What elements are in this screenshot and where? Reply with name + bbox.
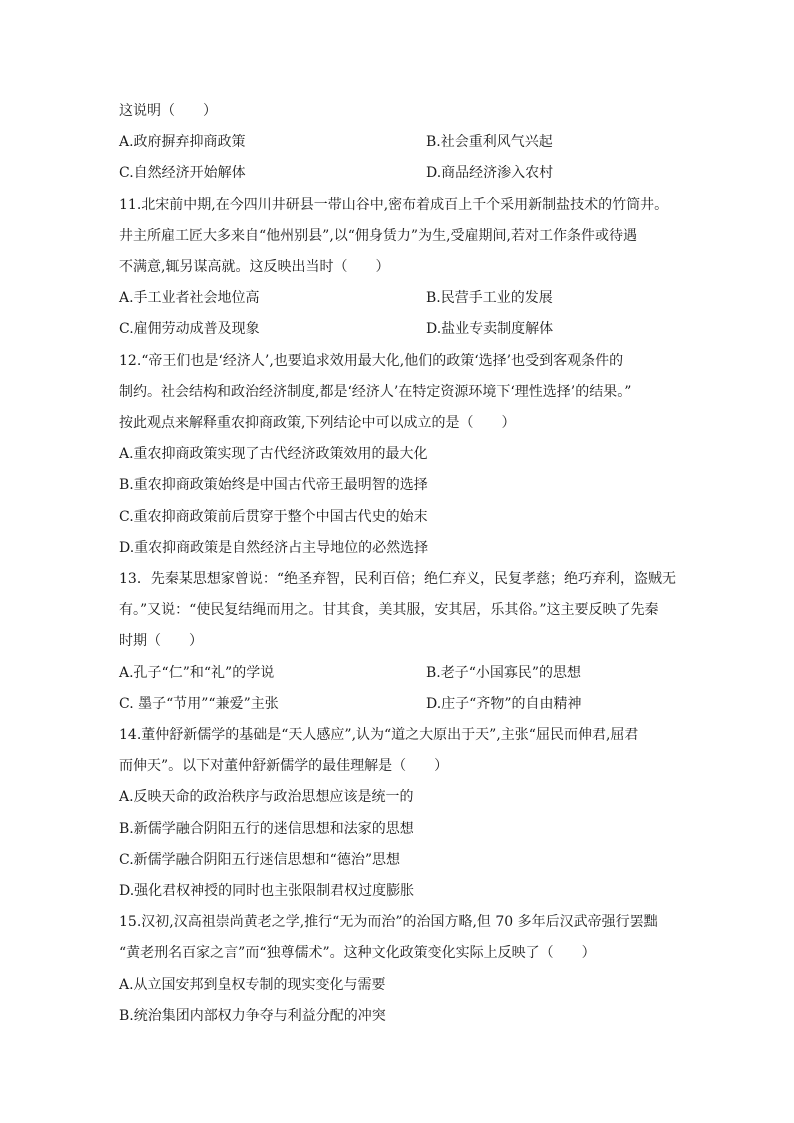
- q13-stem-line-2: 有。”又说：“使民复结绳而用之。甘其食，美其服，安其居，乐其俗。”这主要反映了先秦: [119, 602, 659, 618]
- q12-option-d: D.重农抑商政策是自然经济占主导地位的必然选择: [119, 540, 429, 556]
- q12-option-c: C.重农抑商政策前后贯穿于整个中国古代史的始末: [119, 509, 428, 525]
- q15-option-b: B.统治集团内部权力争夺与利益分配的冲突: [119, 1008, 386, 1024]
- q12-stem-line-2: 制约。社会结构和政治经济制度,都是‘经济人’在特定资源环境下‘理性选择’的结果。”: [119, 384, 632, 400]
- q10-options-row-1: [119, 132, 679, 152]
- q11-options-row-1: [119, 288, 679, 308]
- q15-option-a: A.从立国安邦到皇权专制的现实变化与需要: [119, 977, 386, 993]
- q13-option-c: C. 墨子“节用”“兼爱”主张: [119, 696, 279, 712]
- q11-option-d: D.盐业专卖制度解体: [426, 321, 554, 337]
- q14-stem-line-2: 而伸天”。以下对董仲舒新儒学的最佳理解是（ ）: [119, 758, 449, 774]
- q14-option-a: A.反映天命的政治秩序与政治思想应该是统一的: [119, 789, 414, 805]
- q11-stem-line-2: 井主所雇工匠大多来自“他州别县”,以“佣身赁力”为生,受雇期间,若对工作条件或待遇: [119, 228, 637, 244]
- q13-option-d: D.庄子“齐物”的自由精神: [426, 696, 582, 712]
- q10-option-c: C.自然经济开始解体: [119, 165, 246, 181]
- q13-option-b: B.老子“小国寡民”的思想: [426, 665, 582, 681]
- q11-option-b: B.民营手工业的发展: [426, 290, 553, 306]
- q12-stem-line-3: 按此观点来解释重农抑商政策,下列结论中可以成立的是（ ）: [119, 415, 516, 431]
- q10-option-a: A.政府摒弃抑商政策: [119, 134, 246, 150]
- q14-stem-line-1: 14.董仲舒新儒学的基础是“天人感应”,认为“道之大原出于天”,主张“屈民而伸君,屈君: [119, 727, 639, 743]
- q13-option-a: A.孔子“仁”和“礼”的学说: [119, 665, 275, 681]
- q14-option-d: D.强化君权神授的同时也主张限制君权过度膨胀: [119, 883, 415, 899]
- q12-stem-line-1: 12.“帝王们也是‘经济人’,也要追求效用最大化,他们的政策‘选择’也受到客观条件的: [119, 353, 624, 369]
- q12-option-b: B.重农抑商政策始终是中国古代帝王最明智的选择: [119, 477, 428, 493]
- q13-options-row-1: [119, 663, 679, 683]
- q11-stem-line-1: 11.北宋前中期,在今四川井研县一带山谷中,密布着成百上千个采用新制盐技术的竹筒井。: [119, 197, 669, 213]
- q10-option-d: D.商品经济渗入农村: [426, 165, 554, 181]
- q13-stem-line-3: 时期（ ）: [119, 633, 203, 649]
- q14-option-b: B.新儒学融合阴阳五行的迷信思想和法家的思想: [119, 821, 414, 837]
- q13-stem-line-1: 13．先秦某思想家曾说：“绝圣弃智，民利百倍；绝仁弃义，民复孝慈；绝巧弃利，盗贼无: [119, 571, 676, 587]
- q11-option-c: C.雇佣劳动成普及现象: [119, 321, 260, 337]
- q10-options-row-2: [119, 163, 679, 183]
- q12-option-a: A.重农抑商政策实现了古代经济政策效用的最大化: [119, 446, 428, 462]
- q11-stem-line-3: 不满意,辄另谋高就。这反映出当时（ ）: [119, 259, 390, 275]
- q10-option-b: B.社会重利风气兴起: [426, 134, 553, 150]
- q15-stem-line-2: “黄老刑名百家之言”而“独尊儒术”。这种文化政策变化实际上反映了（ ）: [119, 945, 596, 961]
- q15-stem-line-1: 15.汉初,汉高祖崇尚黄老之学,推行“无为而治”的治国方略,但 70 多年后汉武帝强行罢黜: [119, 914, 658, 930]
- q11-option-a: A.手工业者社会地位高: [119, 290, 260, 306]
- q14-option-c: C.新儒学融合阴阳五行迷信思想和“德治”思想: [119, 852, 400, 868]
- q11-options-row-2: [119, 319, 679, 339]
- q10-stem-tail: 这说明（ ）: [119, 103, 217, 119]
- q13-options-row-2: [119, 694, 679, 714]
